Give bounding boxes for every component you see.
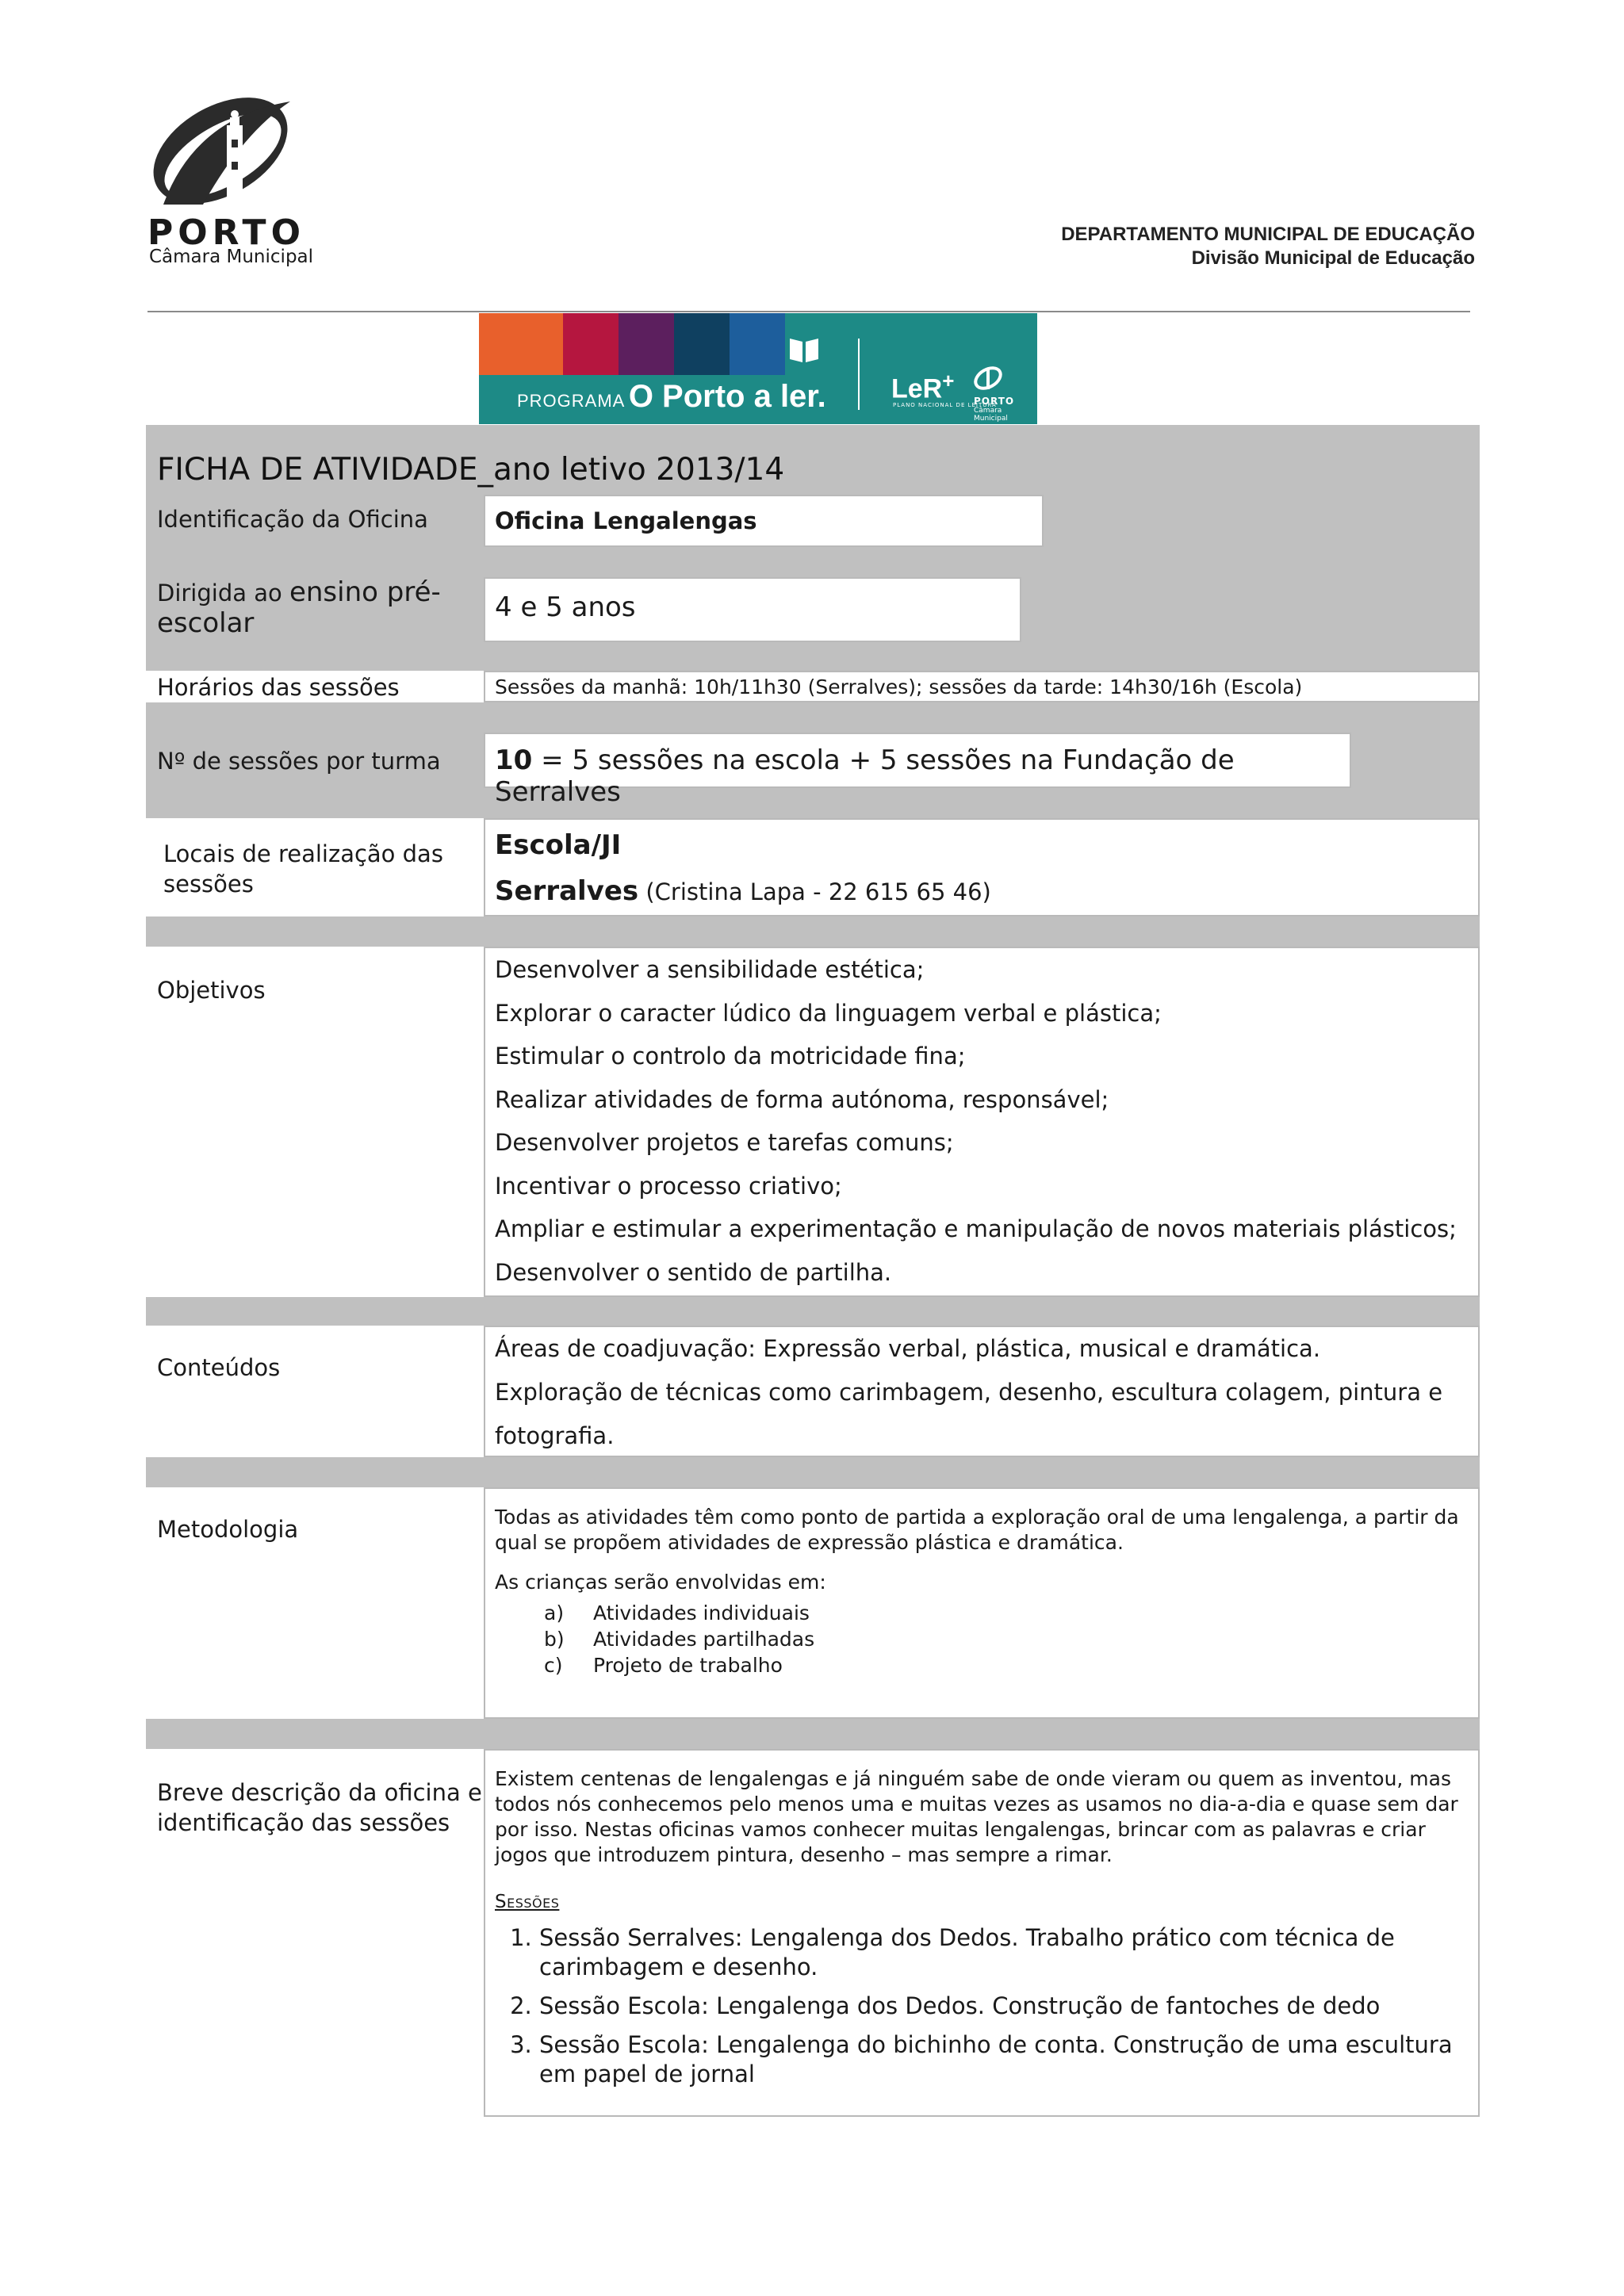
banner-programa: PROGRAMA: [517, 391, 626, 411]
horarios-field: [484, 671, 1480, 702]
department-name: DEPARTAMENTO MUNICIPAL DE EDUCAÇÃO: [1061, 224, 1475, 245]
list-item: 1. Sessão Serralves: Lengalenga dos Dedos. Trabalho prático com técnica de carimbagem e desenho.: [539, 1923, 1469, 1982]
dirigida-label-b: ensino pré-: [289, 576, 441, 608]
list-item: 3. Sessão Escola: Lengalenga do bichinho de conta. Construção de uma escultura em papel de jornal: [539, 2030, 1469, 2089]
logo-subtitle: Câmara Municipal: [149, 247, 314, 267]
ler-plus: +: [942, 369, 955, 392]
objetivo-item: Desenvolver a sensibilidade estética;: [495, 956, 925, 983]
objetivo-item: Incentivar o processo criativo;: [495, 1172, 842, 1200]
form-title: FICHA DE ATIVIDADE_ano letivo 2013/14: [157, 452, 785, 488]
objetivo-item: Desenvolver projetos e tarefas comuns;: [495, 1129, 954, 1156]
descricao-label-a: Breve descrição da oficina e: [157, 1779, 482, 1806]
porto-tower-icon: [147, 94, 338, 212]
metodologia-para1: Todas as atividades têm como ponto de partida a exploração oral de uma lengalenga, a partir da qual se propõem atividades de expressão plástica e dramática.: [495, 1506, 1459, 1554]
book-icon: [788, 335, 820, 364]
banner-stripe: [479, 313, 563, 375]
sessoes-label: Nº de sessões por turma: [157, 748, 441, 775]
conteudos-line1: Áreas de coadjuvação: Expressão verbal, plástica, musical e dramática.: [495, 1335, 1321, 1362]
list-marker: c): [544, 1654, 563, 1677]
horarios-value: Sessões da manhã: 10h/11h30 (Serralves); sessões da tarde: 14h30/16h (Escola): [495, 675, 1303, 698]
department-block: [1061, 224, 1475, 270]
banner-title: [517, 379, 826, 415]
list-marker: a): [544, 1601, 565, 1624]
objetivos-field: [484, 947, 1480, 1297]
sessoes-heading: Sessões: [495, 1892, 560, 1912]
banner-divider: [858, 339, 860, 410]
banner-porto: PORTO: [974, 396, 1015, 407]
ler-subtitle: PLANO NACIONAL DE LEITURA: [893, 402, 997, 408]
descricao-field: [484, 1749, 1480, 2117]
division-name: Divisão Municipal de Educação: [1191, 247, 1475, 269]
locais-label-b: sessões: [163, 871, 254, 897]
metodologia-field: [484, 1487, 1480, 1719]
sessoes-value: [495, 744, 1340, 808]
conteudos-label: Conteúdos: [157, 1354, 281, 1381]
objetivo-item: Desenvolver o sentido de partilha.: [495, 1258, 892, 1286]
conteudos-label-cell: [146, 1326, 484, 1457]
banner-porto-sub: Câmara Municipal: [974, 407, 1008, 423]
objetivo-item: Explorar o caracter lúdico da linguagem verbal e plástica;: [495, 999, 1162, 1027]
locais-contact: (Cristina Lapa - 22 615 65 46): [638, 878, 991, 905]
list-item: 2. Sessão Escola: Lengalenga dos Dedos. Construção de fantoches de dedo: [539, 1992, 1469, 2021]
ler-logo-text: LeR: [891, 373, 943, 404]
sessoes-field: [484, 733, 1351, 808]
objetivos-label: Objetivos: [157, 977, 266, 1004]
dirigida-label-c: escolar: [157, 607, 255, 639]
objetivo-item: Estimular o controlo da motricidade fina;: [495, 1043, 966, 1070]
dirigida-field: [484, 577, 1021, 642]
descricao-label: [157, 1777, 482, 1838]
list-item: [495, 1652, 1469, 1678]
sessoes-detail: = 5 sessões na escola + 5 sessões na Fundação de Serralves: [495, 744, 1235, 808]
locais-line1: Escola/JI: [495, 829, 622, 861]
banner-stripe: [674, 313, 730, 375]
dirigida-value: 4 e 5 anos: [495, 591, 636, 623]
conteudos-line2: Exploração de técnicas como carimbagem, desenho, escultura colagem, pintura e: [495, 1379, 1443, 1406]
descricao-label-b: identificação das sessões: [157, 1809, 450, 1836]
metodologia-label: Metodologia: [157, 1516, 299, 1543]
ler-logo: [891, 369, 954, 404]
sessoes-count: 10: [495, 744, 533, 776]
conteudos-line3: fotografia.: [495, 1422, 615, 1449]
list-item: [495, 1600, 1469, 1626]
horarios-label: Horários das sessões: [157, 674, 400, 701]
list-text: Projeto de trabalho: [593, 1654, 783, 1677]
metodologia-list: [495, 1600, 1469, 1678]
locais-label: [163, 839, 443, 899]
oficina-field: [484, 495, 1044, 547]
sessoes-list: [495, 1923, 1469, 2089]
objetivos-list: [495, 948, 1469, 1294]
oficina-label: Identificação da Oficina: [157, 506, 428, 533]
dirigida-label: [157, 577, 441, 639]
program-banner: [479, 313, 1037, 424]
banner-stripe: [730, 313, 785, 375]
list-marker: b): [544, 1628, 565, 1651]
banner-program-name: O Porto a ler.: [628, 379, 826, 414]
conteudos-field: [484, 1326, 1480, 1457]
list-text: Atividades partilhadas: [593, 1628, 815, 1651]
objetivo-item: Realizar atividades de forma autónoma, responsável;: [495, 1085, 1109, 1113]
locais-field: [484, 818, 1480, 916]
list-item: [495, 1626, 1469, 1652]
dirigida-label-a: Dirigida ao: [157, 580, 289, 607]
oficina-value: Oficina Lengalengas: [495, 507, 757, 534]
locais-line2: [495, 874, 1469, 913]
banner-stripe: [563, 313, 619, 375]
banner-stripe: [619, 313, 674, 375]
list-text: Atividades individuais: [593, 1601, 810, 1624]
objetivo-item: Ampliar e estimular a experimentação e manipulação de novos materiais plásticos;: [495, 1215, 1457, 1242]
logo-name: PORTO: [147, 212, 305, 253]
header-divider: [147, 311, 1470, 312]
porto-small-icon: [972, 361, 1004, 394]
locais-label-a: Locais de realização das: [163, 840, 443, 867]
metodologia-para2: As crianças serão envolvidas em:: [495, 1571, 826, 1594]
locais-serralves: Serralves: [495, 875, 639, 907]
descricao-para: Existem centenas de lengalengas e já ninguém sabe de onde vieram ou quem as inventou, mas todos nós conhecemos pelo menos uma e muitas vezes as usamos no dia-a-dia e quase sem dar por isso. Nestas oficinas vamos conhecer muitas lengalengas, brincar com as palavras e criar jogos que introduzem pintura, desenho – mas sempre a rimar.: [495, 1767, 1458, 1866]
